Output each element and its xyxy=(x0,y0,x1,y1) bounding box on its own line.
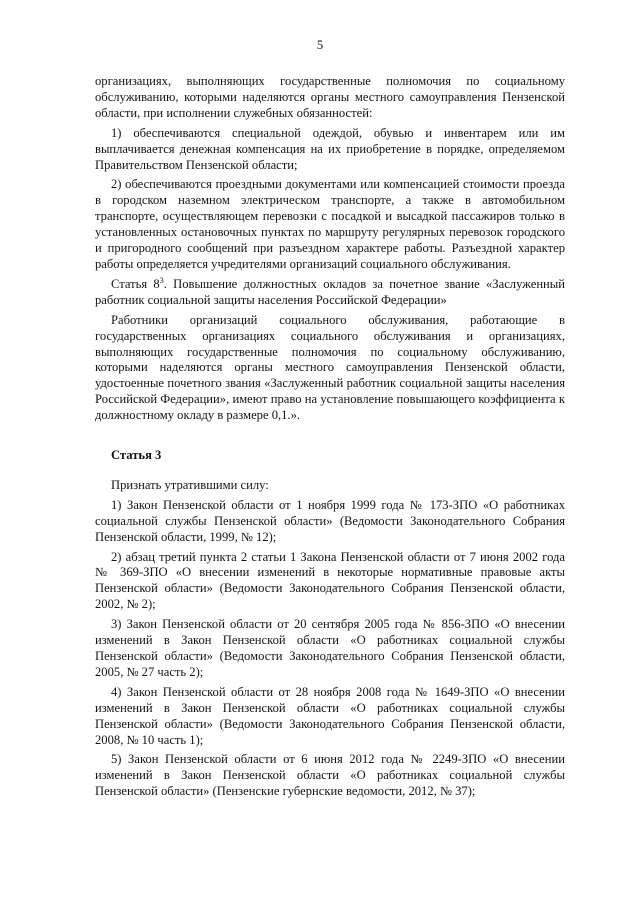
list-item-travel: 2) обеспечиваются проездными документами или компенсацией стоимости проезда в городском наземном электрическом транспорте, а также в автомобильном транспорте, осуществляющем перевозки с посадкой и высадкой пассажиров только в установленных остановочных пунктах по маршруту регулярных перевозок городского и пригородного сообщений при разъездном характере работы. Разъездной характер работы определяется учредителями организаций социального обслуживания. xyxy=(95,177,565,271)
article-8-3-superscript: 3 xyxy=(159,275,164,285)
page-number: 5 xyxy=(316,38,324,52)
repealed-law-item: 3) Закон Пензенской области от 20 сентября 2005 года № 856-ЗПО «О внесении изменений в Закон Пензенской области «О работниках социальной службы Пензенской области» (Ведомости Законодательного Собрания Пензенской области, 2005, № 27 часть 2); xyxy=(95,617,565,679)
article-8-3-body: Работники организаций социального обслуживания, работающие в государственных организациях социального обслуживания и организациях, выполняющих государственные полномочия по социальному обслуживанию, которыми наделяются органы местного самоуправления Пензенской области, удостоенные почетного звания «Заслуженный работник социальной защиты населения Российской Федерации», имеют право на установление повышающего коэффициента к должностному окладу в размере 0,1.». xyxy=(95,312,565,423)
article-8-3-title-text: . Повышение должностных окладов за почетное звание «Заслуженный работник социальной защиты населения Российской Федерации» xyxy=(95,276,566,307)
repealed-law-item: 5) Закон Пензенской области от 6 июня 2012 года № 2249-ЗПО «О внесении изменений в Закон Пензенской области «О работниках социальной службы Пензенской области» (Пензенские губернские ведомости, 2012, № 37); xyxy=(95,752,565,799)
article-3-heading: Статья 3 xyxy=(111,448,162,463)
paragraph-continuation: организациях, выполняющих государственные полномочия по социальному обслуживанию, которыми наделяются органы местного самоуправления Пензенской области, при исполнении служебных обязанностей: xyxy=(95,74,565,120)
article-3-intro: Признать утратившими силу: xyxy=(111,477,269,492)
repealed-law-item: 4) Закон Пензенской области от 28 ноября 2008 года № 1649-ЗПО «О внесении изменений в Закон Пензенской области «О работниках социальной службы Пензенской области» (Ведомости Законодательного Собрания Пензенской области, 2008, № 10 часть 1); xyxy=(95,684,565,747)
document-body xyxy=(95,74,565,804)
article-8-3-prefix: Статья 8 xyxy=(111,276,160,291)
list-item-clothing: 1) обеспечиваются специальной одеждой, обувью и инвентарем или им выплачивается денежная компенсация на их приобретение в порядке, определяемом Правительством Пензенской области; xyxy=(95,125,565,172)
repealed-law-item: 1) Закон Пензенской области от 1 ноября 1999 года № 173-ЗПО «О работниках социальной службы Пензенской области» (Ведомости Законодательного Собрания Пензенской области, 1999, № 12); xyxy=(95,497,565,544)
article-8-3-title xyxy=(95,277,565,309)
repealed-law-item: 2) абзац третий пункта 2 статьи 1 Закона Пензенской области от 7 июня 2002 года № 369-ЗПО «О внесении изменений в некоторые нормативные правовые акты Пензенской области» (Ведомости Законодательного Собрания Пензенской области, 2002, № 2); xyxy=(95,549,565,612)
